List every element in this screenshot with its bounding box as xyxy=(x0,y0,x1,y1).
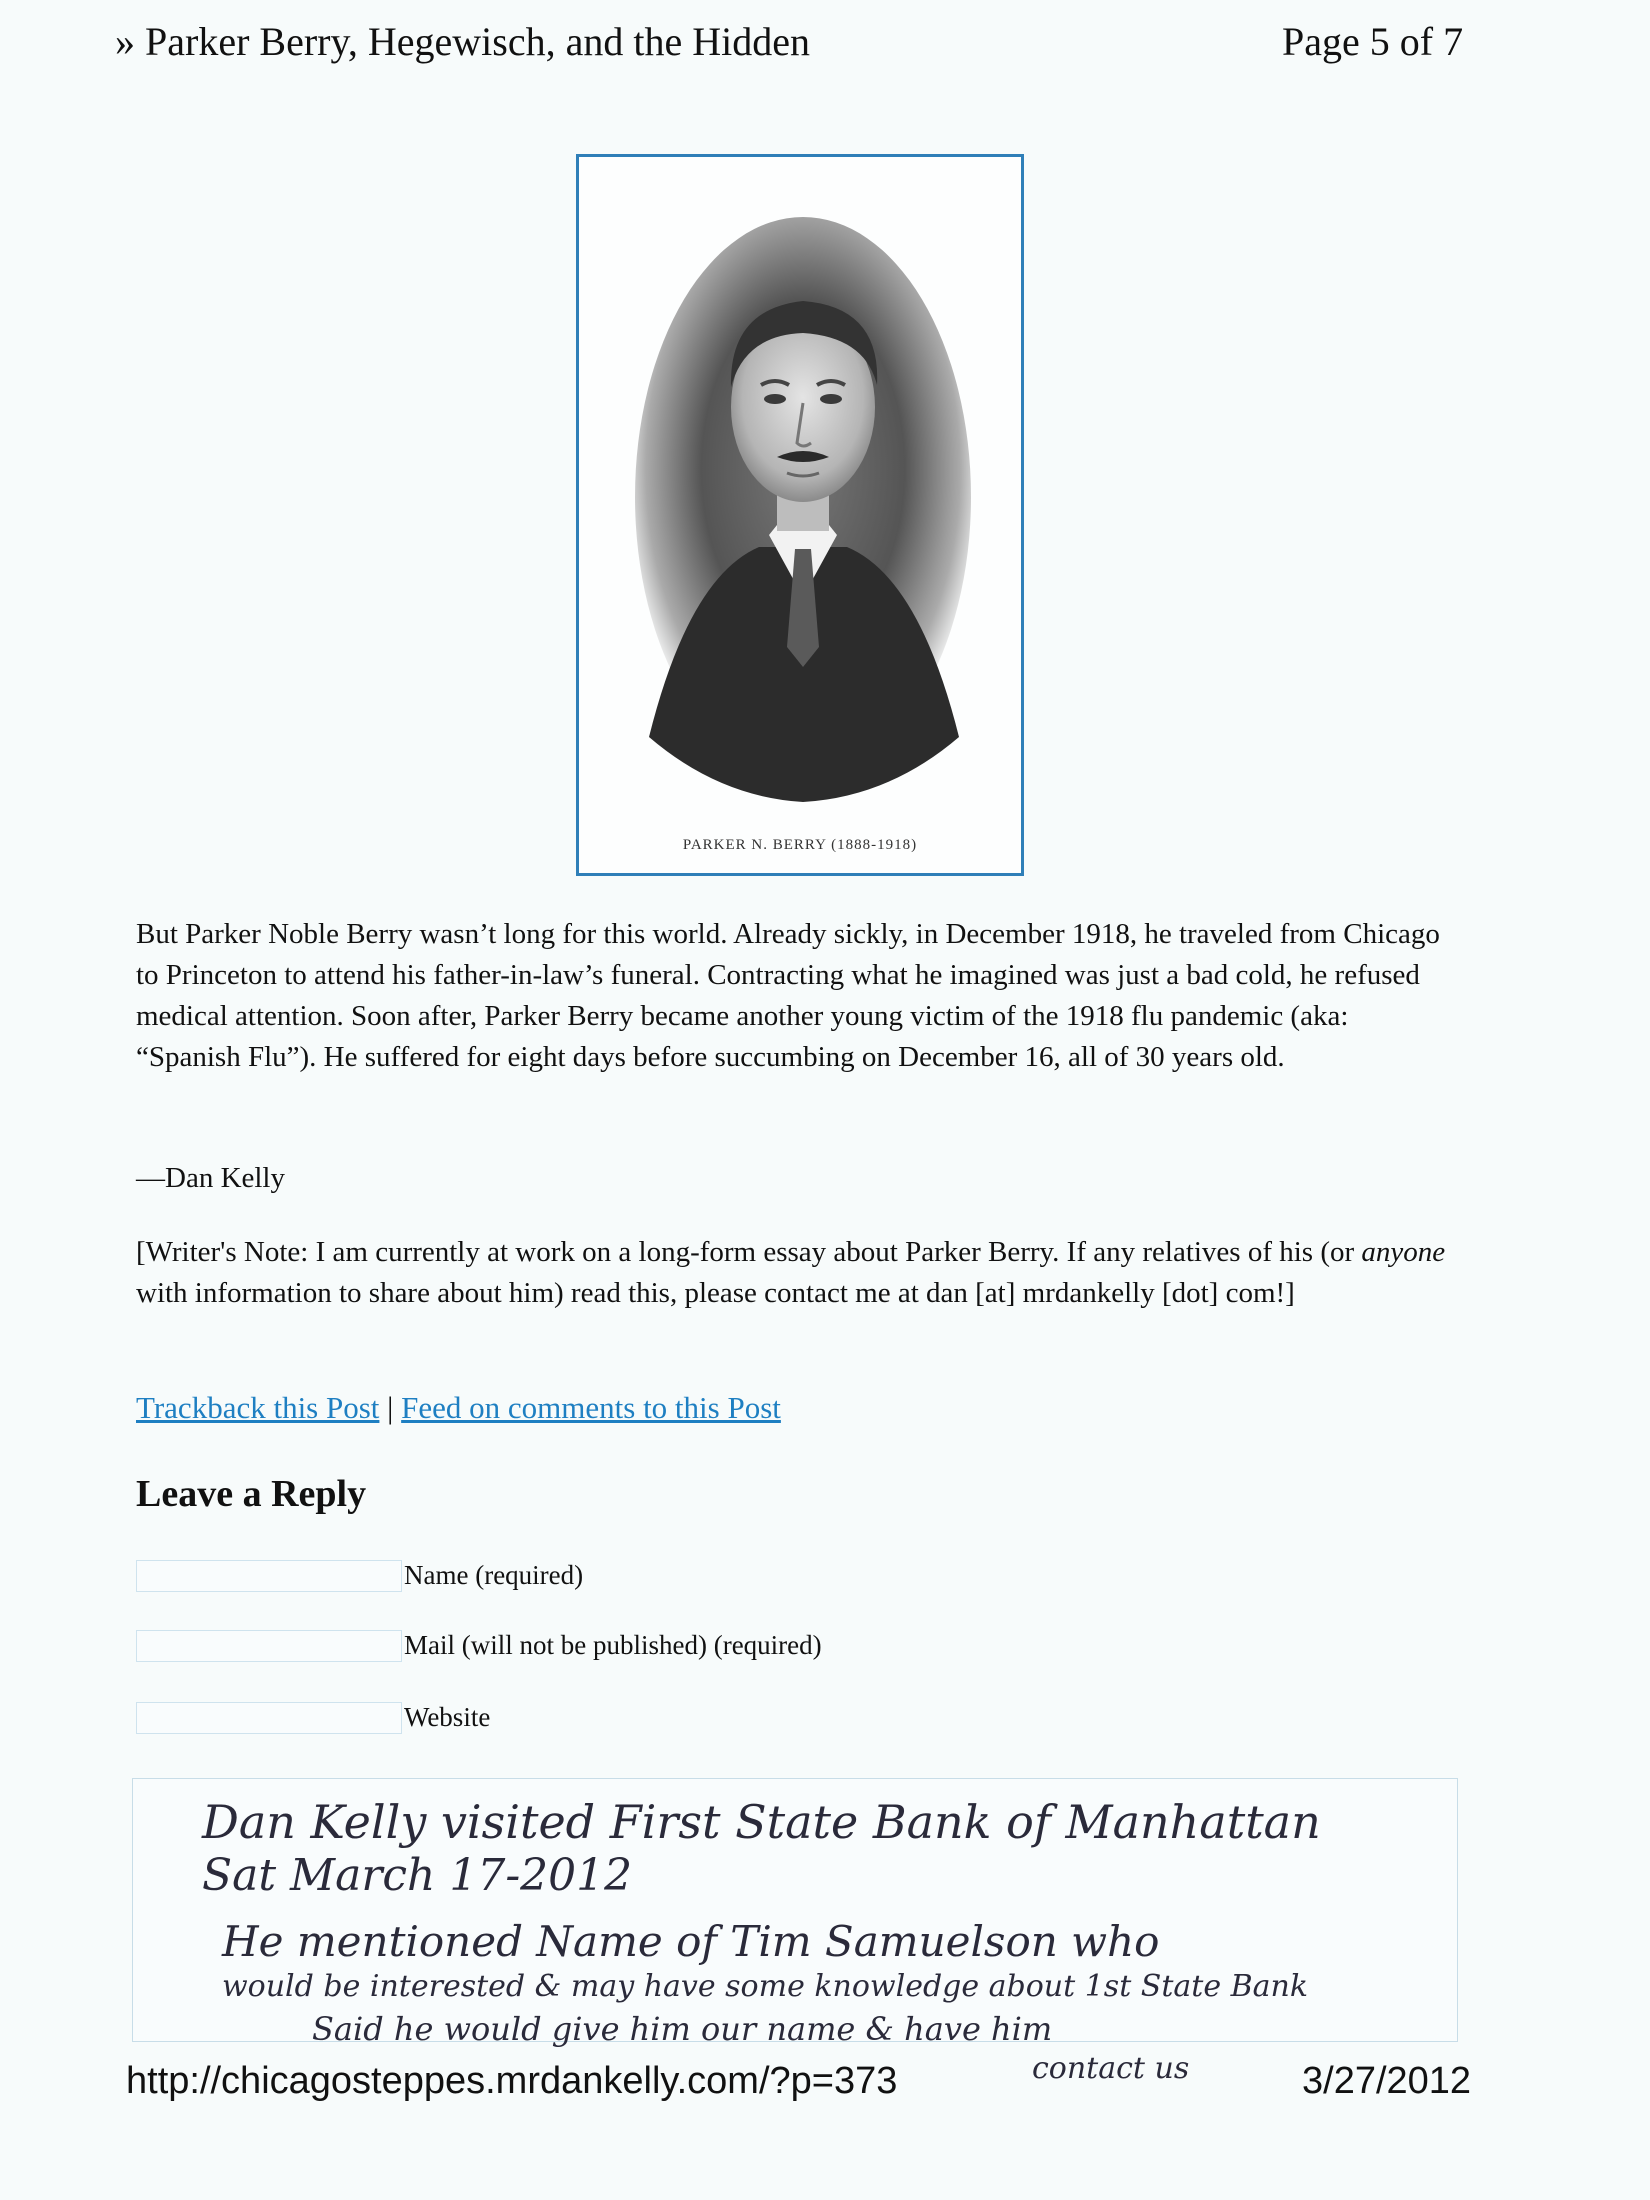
website-label: Website xyxy=(404,1702,491,1732)
article-paragraph: But Parker Noble Berry wasn’t long for this world. Already sickly, in December 1918, he traveled from Chicago to Princeton to attend his father-in-law’s funeral. Contracting what he imagined was just a bad cold, he refused medical attention. Soon after, Parker Berry became another young victim of the 1918 flu pandemic (aka: “Spanish Flu”). He suffered for eight days before succumbing on December 16, all of 30 years old. xyxy=(136,918,1440,1073)
author-signature: —Dan Kelly xyxy=(136,1162,285,1194)
handwriting-line-1: Dan Kelly visited First State Bank of Manhattan xyxy=(202,1795,1321,1849)
name-input[interactable] xyxy=(136,1560,402,1592)
trackback-link[interactable]: Trackback this Post xyxy=(136,1390,380,1425)
portrait-photo-frame xyxy=(576,154,1024,876)
handwritten-note xyxy=(132,1778,1572,2108)
footer-date: 3/27/2012 xyxy=(1302,2060,1472,2102)
website-input[interactable] xyxy=(136,1702,402,1734)
link-separator: | xyxy=(379,1390,402,1425)
article-title: » Parker Berry, Hegewisch, and the Hidden xyxy=(115,19,810,64)
handwriting-line-4: would be interested & may have some knowledge about 1st State Bank xyxy=(222,1969,1309,2004)
handwriting-line-6: contact us xyxy=(1032,2051,1190,2086)
page-number: Page 5 of 7 xyxy=(1282,19,1464,64)
comments-feed-link[interactable]: Feed on comments to this Post xyxy=(401,1390,781,1425)
mail-input[interactable] xyxy=(136,1630,402,1662)
name-label: Name (required) xyxy=(404,1560,584,1590)
footer-url: http://chicagosteppes.mrdankelly.com/?p=373 xyxy=(126,2060,898,2102)
handwriting-line-3: He mentioned Name of Tim Samuelson who xyxy=(222,1917,1160,1966)
writers-note-text: [Writer's Note: I am currently at work on a long-form essay about Parker Berry. If any relatives of his (or xyxy=(136,1236,1362,1268)
leave-reply-heading: Leave a Reply xyxy=(136,1473,367,1515)
writers-note xyxy=(136,1232,1456,1314)
photo-caption: PARKER N. BERRY (1888-1918) xyxy=(682,837,918,853)
post-links xyxy=(136,1390,781,1426)
writers-note-text-end: with information to share about him) read this, please contact me at dan [at] mrdankelly [dot] com!] xyxy=(136,1277,1295,1309)
writers-note-emphasis: anyone xyxy=(1361,1236,1446,1268)
handwriting-line-2: Sat March 17-2012 xyxy=(202,1850,633,1901)
portrait-image xyxy=(629,217,977,817)
mail-label: Mail (will not be published) (required) xyxy=(404,1630,822,1660)
handwriting-line-5: Said he would give him our name & have him xyxy=(312,2010,1053,2048)
